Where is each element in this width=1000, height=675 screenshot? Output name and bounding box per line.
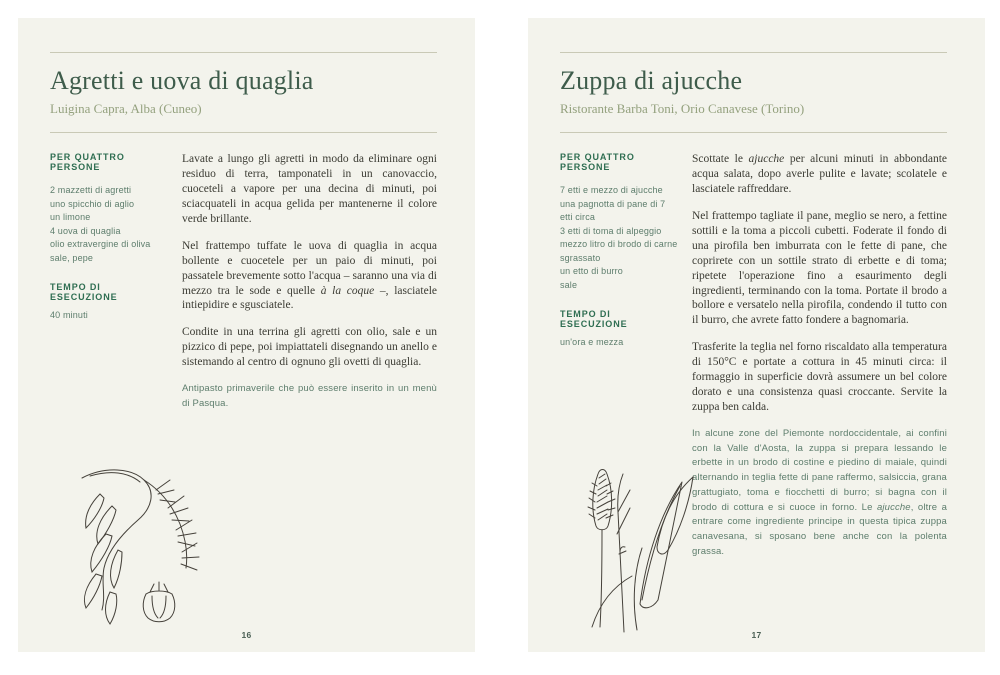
time-block <box>560 309 680 347</box>
recipe-instructions <box>182 152 437 424</box>
header-top-rule <box>50 52 437 53</box>
recipe-paragraph: Lavate a lungo gli agretti in modo da eliminare ogni residuo di terra, tamponateli in un canovaccio, cuoceteli a vapore per una decina di minuti, poi sciacquateli in acqua gelida per mantenerne il colore verde brillante. <box>182 153 437 225</box>
serves-heading: PER QUATTRO PERSONE <box>560 152 635 172</box>
time-value: un'ora e mezza <box>560 337 624 347</box>
recipe-paragraph: Nel frattempo tagliate il pane, meglio se nero, a fettine sottili e la toma a piccoli cubetti. Foderate il fondo di una pirofila ben imburrata con le fette di pane, che coprirete con un sottile strato di erbette e di toma; ripetete l'operazione fino a esaurimento degli ingredienti, terminando con la toma. Portate il brodo a bollore e versatelo nella pirofila, condendo il tutto con il burro, che avrete fatto fondere a bagnomaria. <box>692 209 947 327</box>
recipe-title: Agretti e uova di quaglia <box>50 66 314 95</box>
ingredient-item: 3 etti di toma di alpeggio <box>560 225 662 236</box>
ingredients-sidebar <box>50 152 182 424</box>
ingredient-item: mezzo litro di brodo di carne sgrassato <box>560 239 678 263</box>
recipe-paragraph: Trasferite la teglia nel forno riscaldato alla temperatura di 150°C e portate a cottura in 45 minuti circa: il formaggio in superficie dovrà assumere un bel colore dorato e una consistenza quasi croccante. Servite la zuppa ben calda. <box>692 341 947 414</box>
page-content <box>18 18 475 652</box>
recipe-page-left <box>18 18 475 652</box>
ingredients-list <box>50 184 170 265</box>
time-value: 40 minuti <box>50 310 88 320</box>
ingredient-item: uno spicchio di aglio <box>50 198 135 209</box>
header-top-rule <box>560 52 947 53</box>
recipe-attribution: Ristorante Barba Toni, Orio Canavese (Torino) <box>560 101 805 116</box>
ingredient-item: sale, pepe <box>50 252 94 263</box>
ingredient-item: 7 etti e mezzo di ajucche <box>560 185 663 195</box>
header-bottom-rule <box>50 132 437 133</box>
page-content <box>528 18 985 652</box>
page-number: 17 <box>751 630 762 640</box>
time-heading: TEMPO DI ESECUZIONE <box>50 282 118 302</box>
recipe-note: Antipasto primaverile che può essere inserito in un menù di Pasqua. <box>182 383 437 409</box>
recipe-paragraph: Condite in una terrina gli agretti con olio, sale e un pizzico di pepe, poi impiattateli disegnando un anello e sistemando al centro di ognuno gli ovetti di quaglia. <box>182 326 437 369</box>
ingredient-item: un limone <box>50 212 91 222</box>
header-bottom-rule <box>560 132 947 133</box>
recipe-note: In alcune zone del Piemonte nordoccidentale, ai confini con la Valle d'Aosta, la zuppa si prepara lessando le erbette in un brodo di costine e piedino di maiale, quindi alternando in teglia fette di pane raffermo, salsiccia, grana grattugiato, toma e fiocchetti di burro; si bagna con il brodo di cottura e si cuoce in forno. Le ajucche, oltre a entrare come ingrediente principe in questa tipica zuppa canavesana, si sposano bene anche con la polenta grassa. <box>692 428 947 557</box>
ingredient-item: sale <box>560 279 578 290</box>
recipe-title: Zuppa di ajucche <box>560 66 743 95</box>
recipe-body <box>50 152 437 424</box>
ingredient-item: olio extravergine di oliva <box>50 239 151 249</box>
ingredient-item: 4 uova di quaglia <box>50 225 121 236</box>
agretti-illustration <box>60 446 210 636</box>
recipe-instructions <box>692 152 947 571</box>
ingredient-item: una pagnotta di pane di 7 etti circa <box>560 198 666 222</box>
ingredients-list <box>560 184 680 292</box>
recipe-page-right <box>528 18 985 652</box>
recipe-paragraph: Scottate le ajucche per alcuni minuti in abbondante acqua salata, dopo averle pulite e lavate; scolatele e lasciatele raffreddare. <box>692 153 948 195</box>
ingredient-item: un etto di burro <box>560 266 623 276</box>
time-heading: TEMPO DI ESECUZIONE <box>560 309 628 329</box>
recipe-body <box>560 152 947 571</box>
serves-heading: PER QUATTRO PERSONE <box>50 152 125 172</box>
recipe-paragraph: Nel frattempo tuffate le uova di quaglia in acqua bollente e cuocetele per un paio di minuti, poi passatele brevemente sotto l'acqua – saranno una via di mezzo tra le sode e quelle à la coque –, lasciatele intiepidire e sgusciatele. <box>182 239 437 312</box>
recipe-attribution: Luigina Capra, Alba (Cuneo) <box>50 101 202 116</box>
ingredients-sidebar <box>560 152 692 571</box>
time-block <box>50 282 170 320</box>
ingredient-item: 2 mazzetti di agretti <box>50 185 132 195</box>
page-number: 16 <box>241 630 252 640</box>
